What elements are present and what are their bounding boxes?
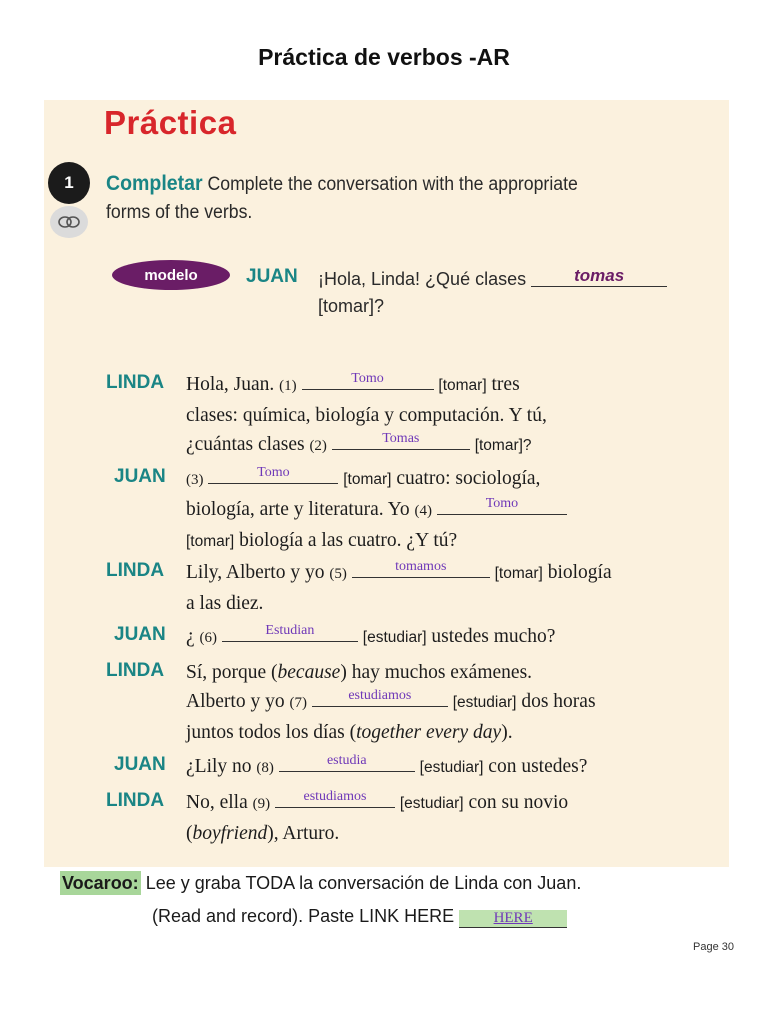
- page-number: Page 30: [693, 941, 734, 953]
- vocaroo-instruction: Vocaroo: Lee y graba TODA la conversación de Linda con Juan.: [62, 873, 582, 893]
- answer-field-1[interactable]: Tomo: [302, 371, 434, 390]
- textbook-excerpt: Práctica 1 Completar Complete the conversation with the appropriate forms of the verbs. modelo JUAN ¡Hola, Linda! ¿Qué clases tomas [tomar]? LINDA Hola, Juan. (1) Tomo [tomar] tres clases: química, biología y computación. Y tú, ¿cuántas clases (2) Tomas [tomar]? JUAN (3) Tomo [tomar] cuatro: sociología, biología, arte y literatura. Yo (4) Tomo [tomar] biología a las cuatro. ¿Y tú? LINDA Lily, Alberto y yo (5) tomamos [tomar] biología a las diez. JUAN ¿ (6) Estudian [estudiar] ustedes mucho? LINDA Sí, porque (because) hay muchos exámenes. Alberto y yo (7) estudiamos [estudiar] dos horas juntos todos los días (together every day). JUAN ¿Lily no (8) estudia [estudiar] con ustedes? LINDA No, ella (9) estudiamos [estudiar] con su novio (boyfriend), Arturo.: [44, 100, 729, 867]
- recording-link[interactable]: HERE: [459, 910, 567, 928]
- activity-keyword: Completar: [106, 172, 203, 195]
- modelo-answer: tomas: [531, 266, 667, 287]
- speaker-label: LINDA: [106, 560, 165, 581]
- speaker-label: LINDA: [106, 660, 165, 681]
- paste-link-instruction: (Read and record). Paste LINK HERE HERE: [152, 906, 567, 928]
- modelo-line: ¡Hola, Linda! ¿Qué clases tomas [tomar]?: [318, 266, 718, 320]
- modelo-speaker: JUAN: [246, 266, 298, 287]
- answer-field-7[interactable]: estudiamos: [312, 688, 448, 707]
- modelo-badge: modelo: [112, 260, 230, 290]
- speaker-label: JUAN: [114, 624, 166, 645]
- answer-field-4[interactable]: Tomo: [437, 496, 567, 515]
- pair-work-icon: [50, 206, 88, 238]
- answer-field-6[interactable]: Estudian: [222, 623, 358, 642]
- activity-instructions: Completar Complete the conversation with the appropriate forms of the verbs.: [106, 172, 578, 223]
- document-title: Práctica de verbos -AR: [258, 44, 510, 70]
- speaker-label: JUAN: [114, 466, 166, 487]
- answer-field-3[interactable]: Tomo: [208, 465, 338, 484]
- speaker-label: LINDA: [106, 790, 165, 811]
- answer-field-2[interactable]: Tomas: [332, 431, 470, 450]
- answer-field-5[interactable]: tomamos: [352, 559, 490, 578]
- answer-field-9[interactable]: estudiamos: [275, 789, 395, 808]
- speaker-label: LINDA: [106, 372, 165, 393]
- activity-number-badge: 1: [48, 162, 90, 204]
- answer-field-8[interactable]: estudia: [279, 753, 415, 772]
- section-heading: Práctica: [104, 104, 237, 141]
- vocaroo-label: Vocaroo:: [62, 873, 139, 893]
- speaker-label: JUAN: [114, 754, 166, 775]
